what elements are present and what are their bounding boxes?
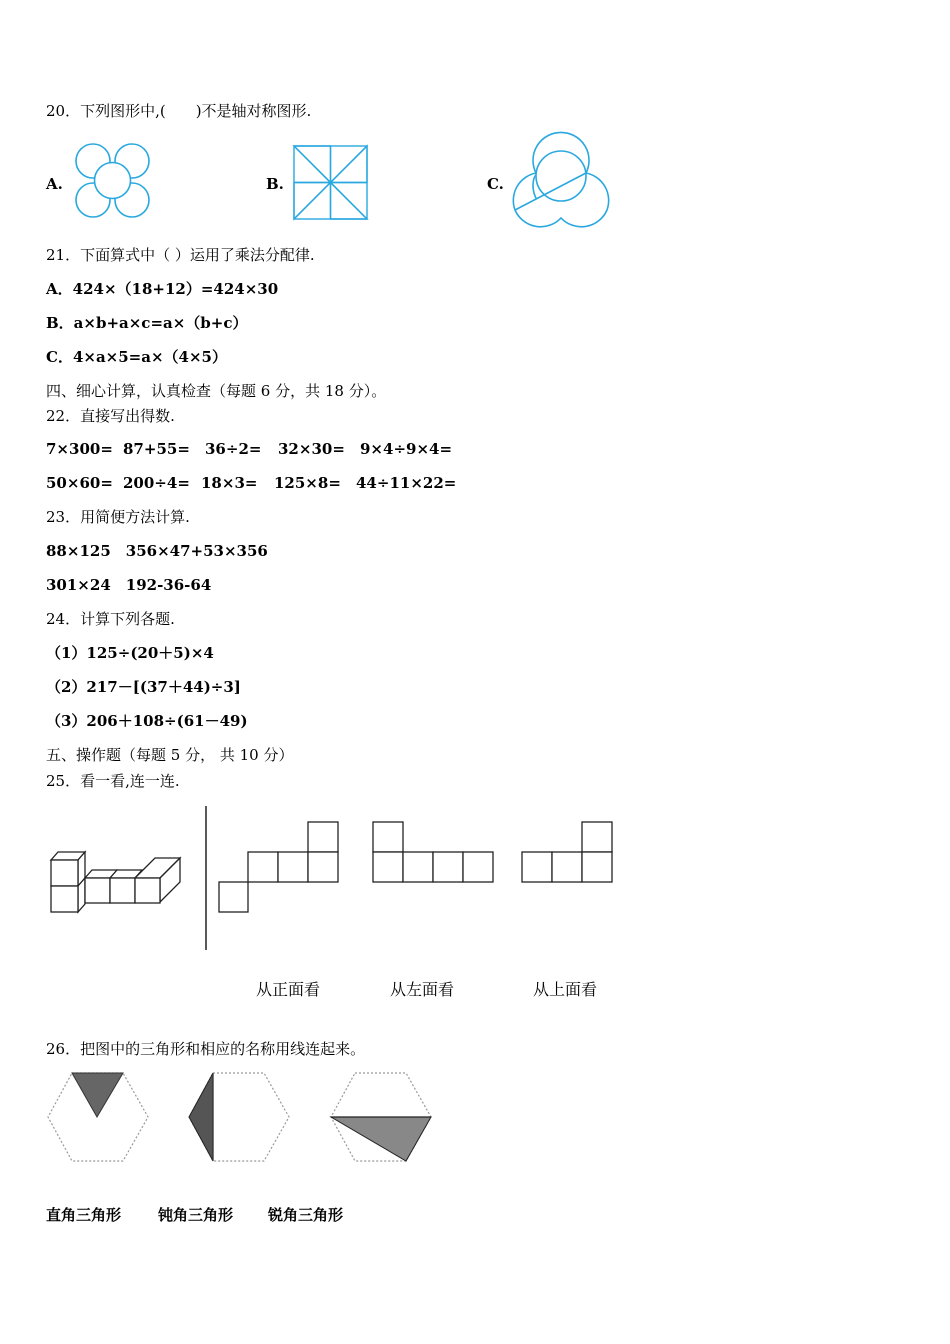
view-shape-1 [218, 821, 340, 913]
flower-figure [73, 142, 153, 222]
q25-stem: 25．看一看,连一连. [46, 772, 180, 790]
q23-line-1: 88×125 356×47+53×356 [46, 542, 268, 560]
q22-item: 200÷4= [123, 474, 190, 492]
section-5-heading: 五、操作题（每题 5 分， 共 10 分） [46, 746, 294, 764]
q20-stem: 20．下列图形中,( )不是轴对称图形. [46, 102, 312, 120]
q22-item: 7×300= [46, 440, 113, 458]
q22-stem: 22．直接写出得数. [46, 407, 175, 425]
pinwheel-figure [293, 145, 369, 221]
q22-item: 125×8= [274, 474, 341, 492]
section-4-heading: 四、细心计算，认真检查（每题 6 分，共 18 分）。 [46, 382, 387, 400]
triangle-name-obtuse: 钝角三角形 [158, 1206, 234, 1224]
q22-item: 18×3= [201, 474, 258, 492]
q22-item: 36÷2= [205, 440, 262, 458]
q24-part-2: （2）217－[(37＋44)÷3] [46, 678, 241, 696]
view-shape-2 [372, 820, 496, 884]
cube-solid-figure [50, 850, 185, 912]
trefoil-figure [515, 130, 607, 222]
q21-option-a: A．424×（18+12）=424×30 [46, 280, 279, 298]
q23-line-2: 301×24 192-36-64 [46, 576, 212, 594]
q21-option-c: C．4×a×5=a×（4×5） [46, 348, 227, 366]
hexagon-triangle-3 [330, 1071, 432, 1163]
q22-item: 9×4÷9×4= [360, 440, 453, 458]
triangle-name-right: 直角三角形 [46, 1206, 122, 1224]
view-label-top: 从上面看 [533, 980, 598, 999]
q22-item: 32×30= [278, 440, 345, 458]
q20-option-c-label: C. [487, 175, 504, 193]
q24-part-1: （1）125÷(20＋5)×4 [46, 644, 214, 662]
q20-option-a-label: A. [46, 175, 63, 193]
q26-stem: 26．把图中的三角形和相应的名称用线连起来。 [46, 1040, 366, 1058]
q24-stem: 24．计算下列各题. [46, 610, 175, 628]
hexagon-triangle-1 [47, 1071, 149, 1163]
triangle-name-acute: 锐角三角形 [268, 1206, 344, 1224]
view-shape-3 [521, 820, 615, 884]
hexagon-triangle-2 [188, 1071, 290, 1163]
q24-part-3: （3）206＋108÷(61－49) [46, 712, 248, 730]
q22-item: 50×60= [46, 474, 113, 492]
q21-option-b: B．a×b+a×c=a×（b+c） [46, 314, 248, 332]
q23-stem: 23．用简便方法计算. [46, 508, 190, 526]
q22-item: 87+55= [123, 440, 190, 458]
q20-option-b-label: B. [266, 175, 284, 193]
view-label-front: 从正面看 [256, 980, 321, 999]
q22-item: 44÷11×22= [356, 474, 457, 492]
vertical-divider [204, 806, 208, 951]
q21-stem: 21．下面算式中（ ）运用了乘法分配律. [46, 246, 315, 264]
view-label-left: 从左面看 [390, 980, 455, 999]
